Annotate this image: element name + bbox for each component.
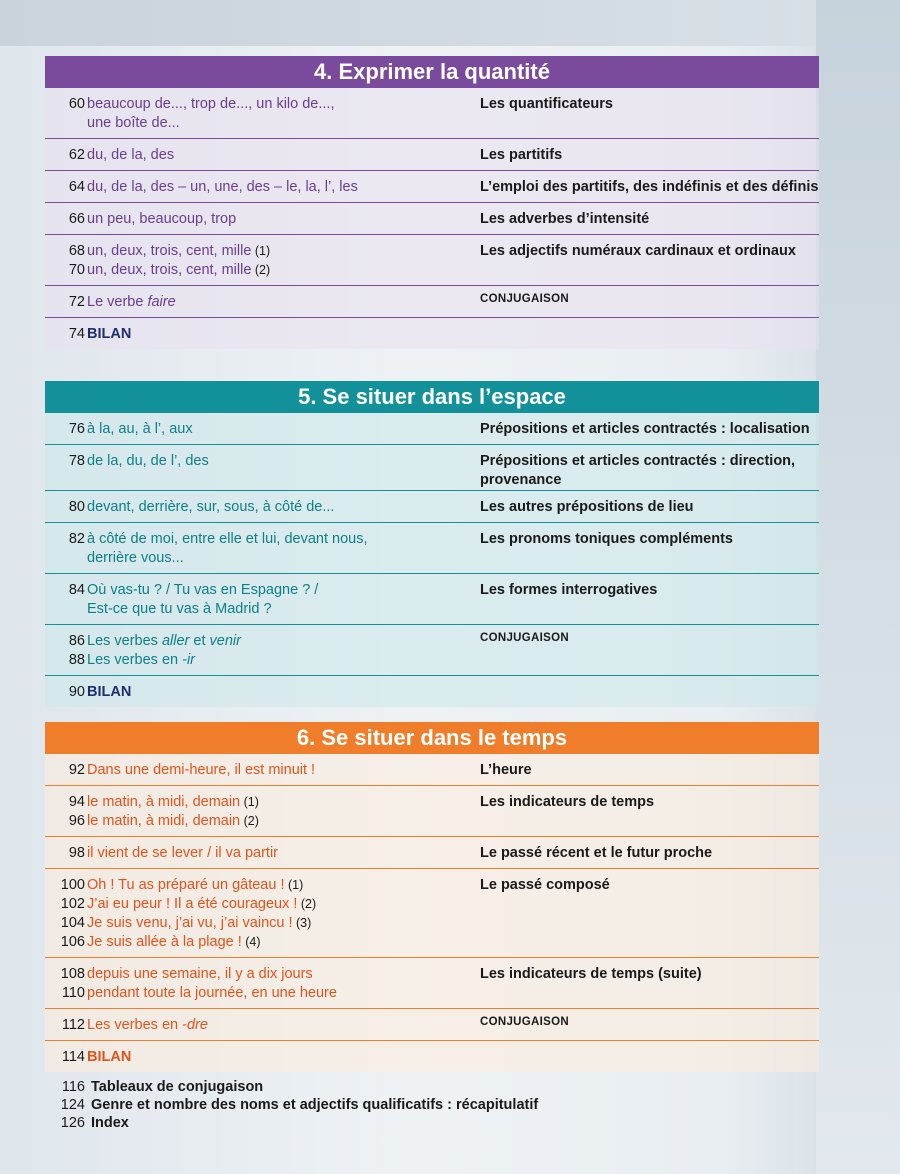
toc-row[interactable] (45, 445, 819, 491)
entry-line (45, 114, 480, 133)
entry-line (45, 293, 480, 312)
toc-row[interactable] (45, 171, 819, 203)
toc-row[interactable] (45, 625, 819, 676)
page-number: 94 (68, 794, 85, 810)
entry-lines (45, 139, 480, 170)
entry-line (45, 420, 480, 439)
page-number: 96 (68, 813, 85, 829)
entry-text: le matin, à midi, demain (2) (87, 813, 259, 829)
grammar-topic: Le passé composé (480, 877, 610, 893)
toc-row[interactable] (45, 235, 819, 286)
annexes-list (45, 1078, 819, 1132)
toc-row[interactable] (45, 491, 819, 523)
grammar-topic: Les adverbes d’intensité (480, 211, 650, 227)
entry-line (45, 325, 480, 344)
entry-text: une boîte de... (87, 115, 180, 131)
page-number: 74 (68, 326, 85, 342)
grammar-topic: Le passé récent et le futur proche (480, 845, 713, 861)
toc-row[interactable] (45, 286, 819, 318)
page-number: 116 (61, 1079, 85, 1095)
entry-text: un peu, beaucoup, trop (87, 211, 237, 227)
entry-text: Les verbes en -dre (87, 1017, 208, 1033)
entry-line (45, 812, 480, 831)
entry-line (45, 530, 480, 549)
grammar-topic: Les partitifs (480, 147, 563, 163)
entry-text: à côté de moi, entre elle et lui, devant nous, (87, 531, 368, 547)
entry-text: à la, au, à l’, aux (87, 421, 193, 437)
page-number: 100 (60, 877, 85, 893)
entry-text: un, deux, trois, cent, mille (2) (87, 262, 271, 278)
entry-line (45, 895, 480, 914)
entry-lines (45, 318, 480, 349)
entry-line (45, 632, 480, 651)
entry-text: Les verbes aller et venir (87, 633, 241, 649)
exercise-part: (1) (251, 244, 271, 258)
page-number: 82 (68, 531, 85, 547)
toc-row[interactable] (45, 837, 819, 869)
page-number: 110 (61, 985, 85, 1001)
page-number: 78 (68, 453, 85, 469)
page-number: 84 (68, 582, 85, 598)
grammar-topic: Les quantificateurs (480, 96, 613, 112)
page-number: 104 (60, 915, 85, 931)
annex-text: Tableaux de conjugaison (91, 1079, 264, 1095)
entry-line (45, 178, 480, 197)
entry-italic: aller (161, 633, 190, 649)
entry-lines (45, 235, 480, 285)
entry-line (45, 452, 480, 471)
entry-line (45, 242, 480, 261)
entry-text: de la, du, de l’, des (87, 453, 209, 469)
entry-lines (45, 523, 480, 573)
entry-line (45, 210, 480, 229)
entry-lines (45, 1041, 480, 1072)
entry-lines (45, 958, 480, 1008)
entry-lines (45, 1009, 480, 1040)
entry-line (45, 581, 480, 600)
page-number: 88 (68, 652, 85, 668)
entry-text: Les verbes en -ir (87, 652, 196, 668)
entry-text: derrière vous... (87, 550, 184, 566)
entry-line (45, 261, 480, 280)
entry-text: Je suis allée à la plage ! (4) (87, 934, 261, 950)
toc-row[interactable] (45, 574, 819, 625)
entry-text: depuis une semaine, il y a dix jours (87, 966, 313, 982)
page-number (45, 114, 87, 133)
page-number (45, 549, 87, 568)
entry-italic: -ir (182, 652, 196, 668)
entry-text: BILAN (87, 684, 132, 700)
page-number: 60 (68, 96, 85, 112)
annex-line[interactable] (45, 1096, 819, 1114)
entry-line (45, 793, 480, 812)
entry-text: du, de la, des (87, 147, 175, 163)
annex-text: Genre et nombre des noms et adjectifs qualificatifs : récapitulatif (91, 1097, 539, 1113)
entry-text: le matin, à midi, demain (1) (87, 794, 259, 810)
page-number (45, 600, 87, 619)
entry-lines (45, 754, 480, 785)
entry-line (45, 683, 480, 702)
grammar-topic: Les pronoms toniques compléments (480, 531, 733, 547)
section-6 (45, 722, 819, 1072)
page-number: 80 (68, 499, 85, 515)
page-number: 72 (68, 294, 85, 310)
page-number: 86 (68, 633, 85, 649)
entry-text: un, deux, trois, cent, mille (1) (87, 243, 271, 259)
page-number: 108 (60, 966, 85, 982)
entry-lines (45, 286, 480, 317)
page-number: 68 (68, 243, 85, 259)
entry-lines (45, 413, 480, 444)
grammar-topic: Les adjectifs numéraux cardinaux et ordinaux (480, 243, 796, 259)
page-number: 126 (60, 1115, 85, 1131)
entry-italic: faire (147, 294, 176, 310)
grammar-topic (480, 1041, 819, 1072)
exercise-part: (1) (284, 878, 304, 892)
entry-italic: venir (209, 633, 241, 649)
page-number: 114 (61, 1049, 85, 1065)
entry-line (45, 844, 480, 863)
entry-text: pendant toute la journée, en une heure (87, 985, 337, 1001)
entry-lines (45, 88, 480, 138)
entry-line (45, 914, 480, 933)
annex-text: Index (91, 1115, 129, 1131)
grammar-topic: Les indicateurs de temps (suite) (480, 966, 702, 982)
entry-text: BILAN (87, 326, 132, 342)
exercise-part: (3) (292, 916, 312, 930)
entry-lines (45, 676, 480, 707)
toc-row[interactable] (45, 958, 819, 1009)
page-number: 62 (68, 147, 85, 163)
entry-lines (45, 869, 480, 957)
exercise-part: (2) (240, 814, 259, 828)
entry-lines (45, 837, 480, 868)
entry-text: Oh ! Tu as préparé un gâteau ! (1) (87, 877, 304, 893)
toc-row[interactable] (45, 523, 819, 574)
page-number: 90 (68, 684, 85, 700)
entry-text: beaucoup de..., trop de..., un kilo de..., (87, 96, 335, 112)
exercise-part: (4) (241, 935, 261, 949)
grammar-topic: Prépositions et articles contractés : localisation (480, 421, 810, 437)
entry-lines (45, 171, 480, 202)
annex-line[interactable] (45, 1114, 819, 1132)
bilan-row[interactable] (45, 676, 819, 707)
entry-lines (45, 203, 480, 234)
page-number: 70 (68, 262, 85, 278)
page-number: 112 (61, 1017, 85, 1033)
entry-text: devant, derrière, sur, sous, à côté de... (87, 499, 335, 515)
entry-line (45, 1016, 480, 1035)
entry-line (45, 95, 480, 114)
section-4 (45, 56, 819, 349)
entry-line (45, 600, 480, 619)
entry-text: du, de la, des – un, une, des – le, la, l’, les (87, 179, 358, 195)
section-title: 5. Se situer dans l’espace (45, 381, 819, 413)
toc-row[interactable] (45, 786, 819, 837)
exercise-part: (1) (240, 795, 259, 809)
entry-lines (45, 574, 480, 624)
grammar-topic: Les formes interrogatives (480, 582, 658, 598)
page-number: 124 (60, 1097, 85, 1113)
entry-line (45, 761, 480, 780)
entry-lines (45, 625, 480, 675)
conjugaison-label: CONJUGAISON (480, 293, 569, 305)
conjugaison-label: CONJUGAISON (480, 1016, 569, 1028)
page-number: 64 (68, 179, 85, 195)
section-title: 6. Se situer dans le temps (45, 722, 819, 754)
entry-line (45, 984, 480, 1003)
entry-line (45, 651, 480, 670)
toc-row[interactable] (45, 139, 819, 171)
entry-line (45, 933, 480, 952)
entry-lines (45, 445, 480, 490)
grammar-topic: Les indicateurs de temps (480, 794, 655, 810)
entry-text: il vient de se lever / il va partir (87, 845, 278, 861)
entry-italic: -dre (182, 1017, 208, 1033)
toc-row[interactable] (45, 754, 819, 786)
entry-line (45, 1048, 480, 1067)
right-margin-band (816, 0, 900, 1174)
entry-text: Je suis venu, j’ai vu, j’ai vaincu ! (3) (87, 915, 312, 931)
entry-line (45, 146, 480, 165)
bilan-row[interactable] (45, 318, 819, 349)
entry-text: Dans une demi-heure, il est minuit ! (87, 762, 316, 778)
annex-line[interactable] (45, 1078, 819, 1096)
conjugaison-label: CONJUGAISON (480, 632, 569, 644)
entry-lines (45, 786, 480, 836)
grammar-topic (480, 318, 819, 349)
entry-text: BILAN (87, 1049, 132, 1065)
grammar-topic (480, 676, 819, 707)
toc-row[interactable] (45, 1009, 819, 1041)
page-number: 98 (68, 845, 85, 861)
entry-line (45, 965, 480, 984)
page-number: 102 (60, 896, 85, 912)
page-number: 106 (60, 934, 85, 950)
page-number: 66 (68, 211, 85, 227)
toc-row[interactable] (45, 203, 819, 235)
toc-row[interactable] (45, 413, 819, 445)
entry-text: Le verbe faire (87, 294, 176, 310)
exercise-part: (2) (251, 263, 271, 277)
grammar-topic: Les autres prépositions de lieu (480, 499, 694, 515)
bilan-row[interactable] (45, 1041, 819, 1072)
grammar-topic: L’emploi des partitifs, des indéfinis et des définis (480, 179, 819, 195)
entry-lines (45, 491, 480, 522)
toc-row[interactable] (45, 869, 819, 958)
entry-text: J’ai eu peur ! Il a été courageux ! (2) (87, 896, 317, 912)
entry-text: Où vas-tu ? / Tu vas en Espagne ? / (87, 582, 319, 598)
entry-line (45, 876, 480, 895)
toc-row[interactable] (45, 88, 819, 139)
page-number: 92 (68, 762, 85, 778)
section-5 (45, 381, 819, 707)
grammar-topic: Prépositions et articles contractés : direction, provenance (480, 453, 796, 488)
entry-line (45, 498, 480, 517)
grammar-topic: L’heure (480, 762, 532, 778)
entry-text: Est-ce que tu vas à Madrid ? (87, 601, 272, 617)
page-number: 76 (68, 421, 85, 437)
entry-line (45, 549, 480, 568)
section-title: 4. Exprimer la quantité (45, 56, 819, 88)
top-strip (0, 0, 900, 46)
exercise-part: (2) (297, 897, 317, 911)
